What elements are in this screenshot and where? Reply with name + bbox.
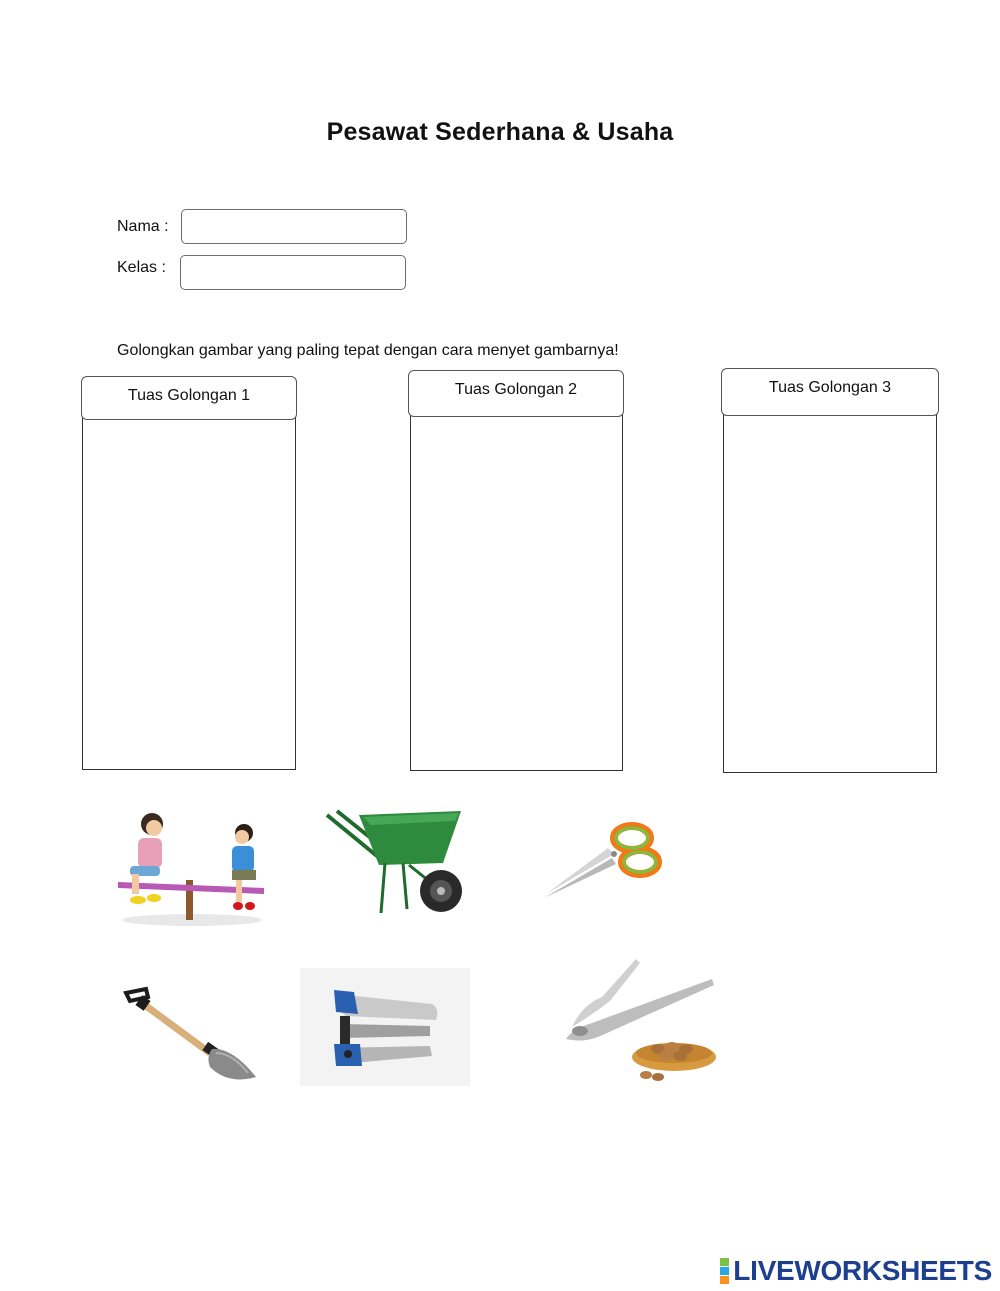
nutcracker-image[interactable] (562, 957, 720, 1087)
nama-label: Nama : (117, 218, 169, 235)
logo-blocks-icon (720, 1258, 729, 1284)
scissors-icon (542, 820, 664, 902)
logo-brand-text: LIVEWORKSHEETS (733, 1255, 992, 1286)
kelas-label: Kelas : (117, 259, 166, 276)
drop-zone-golongan-3[interactable] (723, 410, 937, 773)
instruction-text: Golongkan gambar yang paling tepat dengan cara menyet gambarnya! (117, 342, 619, 359)
column-label-golongan-1: Tuas Golongan 1 (127, 387, 251, 404)
wheelbarrow-image[interactable] (323, 805, 463, 925)
shovel-image[interactable] (120, 985, 265, 1085)
liveworksheets-logo (720, 1255, 992, 1287)
scissors-image[interactable] (542, 820, 664, 902)
shovel-icon (120, 985, 265, 1085)
drop-zone-golongan-1[interactable] (82, 416, 296, 770)
seesaw-image[interactable] (116, 800, 268, 930)
column-label-golongan-2: Tuas Golongan 2 (454, 381, 578, 398)
column-header-golongan-1 (81, 376, 297, 420)
stapler-icon (300, 968, 470, 1086)
nutcracker-icon (562, 957, 720, 1087)
column-header-golongan-2 (408, 370, 624, 417)
seesaw-icon (116, 800, 268, 930)
drop-zone-golongan-2[interactable] (410, 412, 623, 771)
nama-input[interactable] (181, 209, 407, 244)
column-header-golongan-3 (721, 368, 939, 416)
column-label-golongan-3: Tuas Golongan 3 (768, 379, 892, 396)
page-title: Pesawat Sederhana & Usaha (326, 118, 674, 146)
kelas-input[interactable] (180, 255, 406, 290)
stapler-image[interactable] (300, 968, 470, 1086)
wheelbarrow-icon (323, 805, 463, 925)
